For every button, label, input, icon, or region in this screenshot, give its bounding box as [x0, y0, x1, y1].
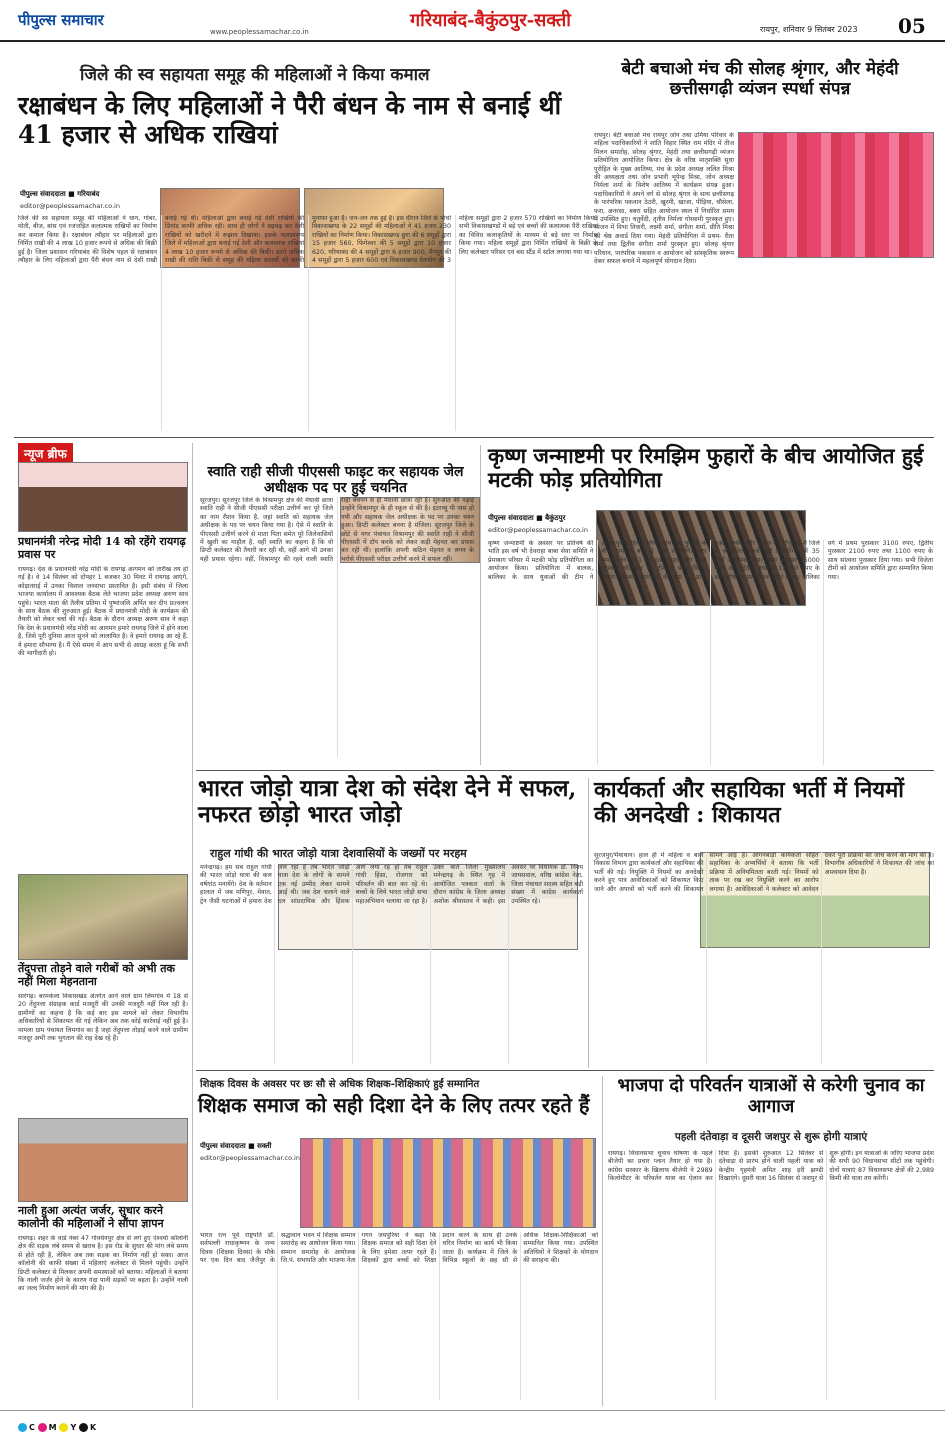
cyan-dot	[18, 1423, 27, 1432]
bharat-divider	[588, 778, 589, 1068]
beti-body: रायपुर। बेटी बचाओ मंच रायपुर जोन तथा उर्मिया परिवार के महिला पदाधिकारियों ने शांति विहार स्थित राम मंदिर में तीज मिलन समारोह, सोलह श्रृंगार, मेहंदी तथा छत्तीसगढ़ी व्यंजन प्रतियोगिता आयोजित किया। क्षेत्र के वरिष्ठ मातृशक्ति सुधा पुरोहित के मुख्य आतिथ्य, मंच के प्रदेश अध्यक्ष ललित मिश्रा की अध्यक्षता तथा जोन प्रभारी भूपेन्द्र मिश्रा, जोन अध्यक्ष निर्मला शर्मा के विशेष आतिथ्य में कार्यक्रम संपन्न हुआ। पदाधिकारियों ने अपने वर्ग से सोलह श्रृंगार के साथ छत्तीसगढ़ के पारंपरिक पकवान ठेठरी, खुरमी, खाजा, पीड़िया, चौसेला, फरा, अनरसा, बबरा सहित आयोजन स्थल में निर्धारित समय में उपस्थित हुए। चतुर्वेदी, तृतीय निर्मला गोस्वामी पुरस्कृत हुए। व्यंजन में विभा तिवारी, लक्ष्मी शर्मा, संगीता शर्मा, प्रीति मिश्रा को श्रेष्ठ अवार्ड दिया गया। मेहंदी प्रतियोगिता में प्रथम- रीता शर्मा तथा द्वितीय संगीता शर्मा पुरस्कृत हुए। सोलह श्रृंगार परिधान, पारंपरिक पकवान व आयोजन को सांस्कृतिक स्वरूप देकर सफल बनाने में महत्वपूर्ण योगदान दिया।	[594, 132, 734, 266]
karyakarta-headline: कार्यकर्ता और सहायिका भर्ती में नियमों की अनदेखी : शिकायत	[594, 777, 904, 829]
karyakarta-body: सूरजपुर/भैयाथान। हाल ही में महिला व बाल विकास विभाग द्वारा कार्यकर्ता और सहायिका की भर्ती की गई। नियुक्ति में नियमों का अनदेखी करने हुए पात्र आवेदिकाओं को शिकायत किए जाने और अपात्रों को भर्ती करने की शिकायत सामने आई है। आंगनबाड़ी कार्यकर्ता सहित सहायिका के अभ्यर्थियों ने बताया कि भर्ती प्रक्रिया में अनियमितता बरती गई। नियमों को ताक पर रख कर नियुक्ति करने का आरोप लगाया है। आवेदिकाओं ने कलेक्टर को आवेदन देकर पूरी प्रक्रिया की जांच करने की मांग की है। विभागीय अधिकारियों ने शिकायत की जांच का आश्वासन दिया है।	[594, 852, 934, 893]
rakhi-email[interactable]: editor@peoplessamachar.co.in	[20, 202, 120, 210]
mid-divider	[196, 770, 934, 771]
cmyk-y: Y	[70, 1423, 77, 1432]
krishna-body: कृष्ण जन्माष्टमी के अवसर पर प्रतिवर्ष की भांति इस वर्ष भी देवराहा बाबा सेवा समिति ने प्रेमाबाग परिसर में मटकी फोड़ प्रतियोगिता का आयोजन किया। प्रतियोगिता में बालक, बालिका के साथ युवाओं की टीम ने उत्साहपूर्वक हिस्सा लिया। रिमझिम फुहारों के बीच शाम 6 बजे से शुरू प्रतियोगिता का समापन देर रात 1 बजे हुआ। पहला और दूसरा पुरस्कार चौटांकुरा की टीम ने प्राप्त किया, तीसरा पुरस्कार जामपारा की टीम को प्राप्त हुआ। सार्थक और ईलाज की मौजूदगी में जिले में आयोजित सबसे बड़ी प्रतियोगिता में 35 टीमों ने हिस्सा लिया। प्रथम पुरस्कार 15000 रुपए और द्वितीय पुरस्कार 11000 रुपए के साथ ट्रॉफी व प्रशस्तिपत्र प्रदान किया। बालिका वर्ग में प्रथम पुरस्कार 3100 रुपए, द्वितीय पुरस्कार 2100 रुपए तथा 1100 रुपए के साथ सांत्वना पुरस्कार दिया गया। सभी विजेता टीमों को आयोजन समिति द्वारा सम्मानित किया गया।	[488, 540, 933, 581]
bharat-body: मनेन्द्रगढ़। हम सब राहुल गांधी की भारत जोड़ो यात्रा की कल वर्षगांठ मनायेंगे। देश के वर्तमान हालात में जब मणिपुर, मेवात, ट्रेन जैसी घटनाओं में हमारा देश जल रहा है तब भारत जोड़ो यात्रा देश के लोगों के सामने एक नई उम्मीद लेकर सामने आई थी। जब देश चलाने वाले दल सांप्रदायिक और हिंसक आग लगा रहे हों तब राहुल गांधी हिंसा, रोजगार को परिवर्तन की बात कर रहे थे। बच्चों के लिये भारत जोड़ो सभा महाअभियान चलाया जा रहा है। उक्त बातें जिला मुख्यालय मनेन्द्रगढ़ के स्थित गृह में आयोजित पत्रकार वार्ता के दौरान कांग्रेस के जिला अध्यक्ष अशोक श्रीवास्तव ने कही। इस अवसर पर विधायक डॉ. विनय जायसवाल, वरिष्ठ कांग्रेस नेता, जिला पंचायत सदस्य सहित बड़ी संख्या में कांग्रेस कार्यकर्ता उपस्थित रहे।	[200, 864, 583, 905]
brief-nali-photo	[18, 1118, 188, 1202]
page-footer	[0, 1410, 945, 1445]
brief-tendupatta-photo	[18, 874, 188, 960]
rakhi-body: जिले की स्व सहायता समूह की महिलाओं ने धान, गोबर, मोती, बीज, बांस एवं रजजड़ित कलात्मक राखियों का निर्माण कर कमाल किया है। रक्षाबंधन त्यौहार पर महिलाओं द्वारा निर्मित राखी की 4 लाख 10 हजार रूपये से अधिक की बिक्री हुई है। जिला प्रशासन गरियाबंद की विशेष पहल से रक्षाबंधन त्यौहार के लिए महिलाओं द्वारा पैरी बंधन नाम से देशी राखी बनाई गई थी। महिलाओं द्वारा बनाई गई देशी राखियों की डिमांड काफी अधिक रही। साथ ही लोगों ने बढ़चढ़ कर देशी राखियों को खरीदने में रूझान दिखाया। इसके फलस्वरूप जिले में महिलाओं द्वारा बनाई गई देशी और कलात्मक राखियां 4 लाख 10 हजार रूपये से अधिक की बिकी। इतने अधिक राखी की राशि बिकी से समूह की महिला सदस्यों को काफी मुनाफा हुआ है। जन-जन तक हुई है। इस दौरान जिले के पांचो विकासखण्ड के 22 समूहों की महिलाओं ने 41 हजार 230 राखियों का निर्माण किया। विकासखण्ड छुरा की 6 समूहों द्वारा 15 हजार 560, फिंगेश्वर की 5 समूहों द्वारा 10 हजार 620, गरियाबंद की 4 समूहों द्वारा 6 हजार 900, मैनपुर की 4 समूहों द्वारा 5 हजार 600 एवं विकासखण्ड देवभोग की 3 महिला समूहों द्वारा 2 हजार 570 राखियों का निर्माण किया। सभी विकासखण्डों में बड़े एवं बच्चों की कलात्मक पैरी राखियां का विविध कलाकृतियों के माध्यम से बड़े स्तर पर निर्माण किया गया। महिला समूहों द्वारा निर्मित राखियों के बिक्री के लिए कलेक्टर परिसर एवं बस स्टैंड में स्टॉल लगाया गया था।	[18, 215, 598, 265]
shikshak-divider	[602, 1076, 603, 1406]
page-number: 05	[898, 14, 926, 38]
masthead[interactable]: पीपुल्स समाचार	[18, 11, 104, 29]
krishna-headline: कृष्ण जन्माष्टमी पर रिमझिम फुहारों के बीच आयोजित हुई मटकी फोड़ प्रतियोगिता	[488, 443, 924, 493]
jail-divider	[480, 445, 481, 765]
rakhi-headline: रक्षाबंधन के लिए महिलाओं ने पैरी बंधन के नाम से बनाई थीं 41 हजार से अधिक राखियां	[18, 91, 562, 149]
shikshak-headline: शिक्षक समाज को सही दिशा देने के लिए तत्पर रहते हैं	[198, 1093, 590, 1117]
beti-headline: बेटी बचाओ मंच की सोलह श्रृंगार, और मेहंदी छत्तीसगढ़ी व्यंजन स्पर्धा संपन्न	[621, 59, 899, 99]
black-dot	[79, 1423, 88, 1432]
brief-3-headline: नाली हुआ अत्यंत जर्जर, सुधार करने कालोनी की महिलाओं ने सौंपा ज्ञापन	[18, 1204, 164, 1230]
krishna-email[interactable]: editor@peoplessamachar.co.in	[488, 526, 588, 534]
bharat-subhead: राहुल गांधी की भारत जोड़ो यात्रा देशवासियों के जख्मों पर मरहम	[210, 847, 467, 860]
bjp-body: रायगढ़। विधानसभा चुनाव घोषणा के पहले बीजेपी का प्रचार प्लान तैयार हो गया है। कांग्रेस सरकार के खिलाफ बीजेपी ने 2989 किलोमीटर के परिवर्तन यात्रा का ऐलान कर दिया है। इसकी शुरुआत 12 सितंबर से दंतेवाड़ा से प्रारंभ होने वाली पहली यात्रा को केन्द्रीय गृहमंत्री अमित शाह हरी झण्डी दिखाएंगे। दूसरी यात्रा 16 सितंबर से जशपुर से शुरू होगी। इन यात्राओं के जरिए भाजपा प्रदेश की सभी 90 विधानसभा सीटों तक पहुंचेगी। दोनों यात्राएं 87 विधानसभा क्षेत्रों की 2,989 किमी की यात्रा तय करेंगी।	[608, 1150, 934, 1183]
rakhi-byline: पीपुल्स संवाददाता ■ गरियाबंद	[20, 190, 100, 198]
beti-group-photo	[738, 132, 934, 258]
brief-2-headline: तेंदुपत्ता तोड़ने वाले गरीबों को अभी तक नहीं मिला मेहनताना	[18, 962, 175, 988]
brief-3-body: रायगढ़। शहर के वार्ड नंबर 47 गोवर्धनपुर क्षेत्र से लगे हुए ऐश्वर्या कॉलोनी क्षेत्र की सड़क लंबे समय से खराब है। इस रोड के सुधार की मांग लंबे समय से होते रही है, लेकिन अब तक सड़क का निर्माण नहीं हो सका। आज कॉलोनी की काफी संख्या में महिलाएं कलेक्टर से मिलने पहुंची। उन्होंने डिप्टी कलेक्टर से मिलकर अपनी समस्याओं को बताया। महिलाओं ने बताया कि नाली जर्जर होने के कारण गंदा पानी सड़कों पर बहता है। उन्होंने नाली का जल्द निर्माण कराने की मांग की है।	[18, 1235, 188, 1293]
brief-2-body: सारंगढ़। बरमकेला विकासखंड अंतर्गत आने वाले ग्राम लिमगांव में 18 से 20 तेंदुपत्ता संग्राहक कार्ड मजदूरी की उनकी मजदूरी नहीं मिल रही है। ग्रामीणों का कहना है कि कई बार इस मामले को लेकर विभागीय अधिकारियों से शिकायत की गई लेकिन अब तक कोई कार्रवाई नहीं हुई है। मामला ग्राम पंचायत लिमगांव का है जहां तेंदुपत्ता तोड़ाई करने वाले ग्रामीण मजदूर अभी तक भुगतान की राह देख रहे हैं।	[18, 993, 188, 1043]
magenta-dot	[38, 1423, 47, 1432]
bharat-headline: भारत जोड़ो यात्रा देश को संदेश देने में सफल, नफरत छोड़ो भारत जोड़ो	[198, 775, 577, 829]
bjp-subhead: पहली दंतेवाड़ा व दूसरी जशपुर से शुरू होगी यात्राएं	[674, 1131, 868, 1143]
section-divider	[14, 437, 934, 438]
brief-divider	[192, 443, 193, 1408]
jail-body: सूरजपुर। सूरजपुर जिले के विश्रामपुर क्षेत्र की मेधावी छात्रा स्वाति राही ने सीजी पीएससी परीक्षा उत्तीर्ण कर पूरे जिले का नाम रौशन किया है, जहां स्वाति को सहायक जेल अधीक्षक के पद पर चयन किया गया है। ऐसे में स्वाति के पीएससी उत्तीर्ण करने से माता पिता समेत पूरे जिलेवासियों में खुशी का माहौल है, वहीं स्वाति का कहना है कि वो डिप्टी कलेक्टर की तैयारी कर रही थी, वहीं आगे भी उनका यही प्रयास रहेगा। वहीं, विश्रामपुर की रहने वाली स्वाति राही बचपन से ही मेधावी छात्रा रही है। शुरुआत की पढ़ाई उन्होंने विश्रामपुर के ही स्कूल से की है। इंटरव्यू पी पास हो गयी और सहायक जेल अधीक्षक के पद पर उनका चयन हुआ। डिप्टी कलेक्टर बनना है मंजिल। सूरजपुर जिले के छोटे से नगर पंचायत विश्रामपुर की स्वाति राही ने सीजी पीएससी में टॉप करके को लेकर कड़ी मेहनत कर प्रयास कर रही थीं। हालांकि अपनी कठिन मेहनत व लगन के भरोसे पीएससी परीक्षा उत्तीर्ण करने में सफल रहीं।	[200, 497, 474, 563]
cmyk-c: C	[29, 1423, 35, 1432]
cmyk-k: K	[90, 1423, 97, 1432]
shikshak-kicker: शिक्षक दिवस के अवसर पर छः सौ से अधिक शिक्षक-शिक्षिकाएं हुईं सम्मानित	[200, 1079, 480, 1090]
cmyk-m: M	[48, 1423, 57, 1432]
dateline: रायपुर, शनिवार 9 सितंबर 2023	[760, 25, 858, 34]
news-brief-label: न्यूज ब्रीफ	[18, 443, 73, 464]
lower-divider	[196, 1070, 934, 1071]
beti-body-continued	[738, 262, 934, 432]
cmyk-marks-left	[18, 1423, 96, 1432]
brief-modi-photo	[18, 462, 188, 532]
bjp-headline: भाजपा दो परिवर्तन यात्राओं से करेगी चुनाव का आगाज	[617, 1075, 925, 1117]
yellow-dot	[59, 1423, 68, 1432]
shikshak-body: भारत रत्न पूर्व राष्ट्रपति डॉ. सर्वपल्ली राधाकृष्णन के जन्म दिवस (शिक्षक दिवस) के मौके पर एक दिन बाद जैजैपुर के श्रद्धावान भवन में शिक्षक सम्मान समारोह का आयोजन किया गया। सम्मान समारोह के आयोजक जि.पं. सभापति और भाजपा नेता गगन जयपुरिया ने कहा कि शिक्षक समाज को सही दिशा देने के लिए हमेशा तत्पर रहते हैं। शिक्षकों द्वारा बच्चों को शिक्षा प्रदान करने के साथ ही उनके चरित्र निर्माण का कार्य भी किया जाता है। कार्यक्रम में जिले के विभिन्न स्कूलों के छह सौ से अधिक शिक्षक-शिक्षिकाओं को सम्मानित किया गया। उपस्थित अतिथियों ने शिक्षकों के योगदान की सराहना की।	[200, 1232, 598, 1265]
jail-headline: स्वाति राही सीजी पीएससी फाइट कर सहायक जेल अधीक्षक पद पर हुई चयनित	[207, 464, 464, 497]
section-title: गरियाबंद-बैकुंठपुर-सक्ती	[410, 10, 571, 31]
rakhi-kicker: जिले की स्व सहायता समूह की महिलाओं ने किया कमाल	[80, 65, 430, 85]
shikshak-photo	[300, 1138, 596, 1228]
krishna-byline: पीपुल्स संवाददाता ■ बैकुंठपुर	[488, 514, 566, 522]
site-url[interactable]: www.peoplessamachar.co.in	[210, 28, 309, 36]
shikshak-byline: पीपुल्स संवाददाता ■ सक्ती	[200, 1142, 272, 1150]
shikshak-email[interactable]: editor@peoplessamachar.co.in	[200, 1154, 300, 1162]
brief-1-body: रायगढ़। देश के प्रधानमंत्री नरेंद्र मोदी के रायगढ़ आगमन को तारीख तय हो गई है। वे 14 सितंबर को दोपहर 1 बजकर 30 मिनट में रायगढ़ आएंगे, कोड़ातराई में उनका विशाल जनसभा प्रस्तावित है। इसी संबंध में जिला भाजपा कार्यालय में आवश्यक बैठक लेते भाजपा प्रदेश अध्यक्ष अरुण साव पहुंचे। भारत माता की तैलीय प्रतिमा में पुष्पांजलि अर्पित कर दीप प्रज्वलन के साथ बैठक की शुरुआत हुई। बैठक में प्रधानमंत्री मोदी के कार्यक्रम की तैयारी को लेकर चर्चा की गई। बैठक के दौरान अध्यक्ष अरुण साव ने कहा कि देश के प्रधानमंत्री नरेंद्र मोदी का आगमन हमारे रायगढ़ जिले में होने वाला है, जिसे पूरी दुनिया आज सुनने को लालायित है। वे हमारे रायगढ़ आ रहे हैं, ये हमारा सौभाग्य है। मैं ऐसे समय में आप सभी से आग्रह करता हूं कि सभी की भागीदारी हो।	[18, 566, 188, 658]
brief-1-headline: प्रधानमंत्री नरेन्द्र मोदी 14 को रहेंगे रायगढ़ प्रवास पर	[18, 535, 186, 561]
